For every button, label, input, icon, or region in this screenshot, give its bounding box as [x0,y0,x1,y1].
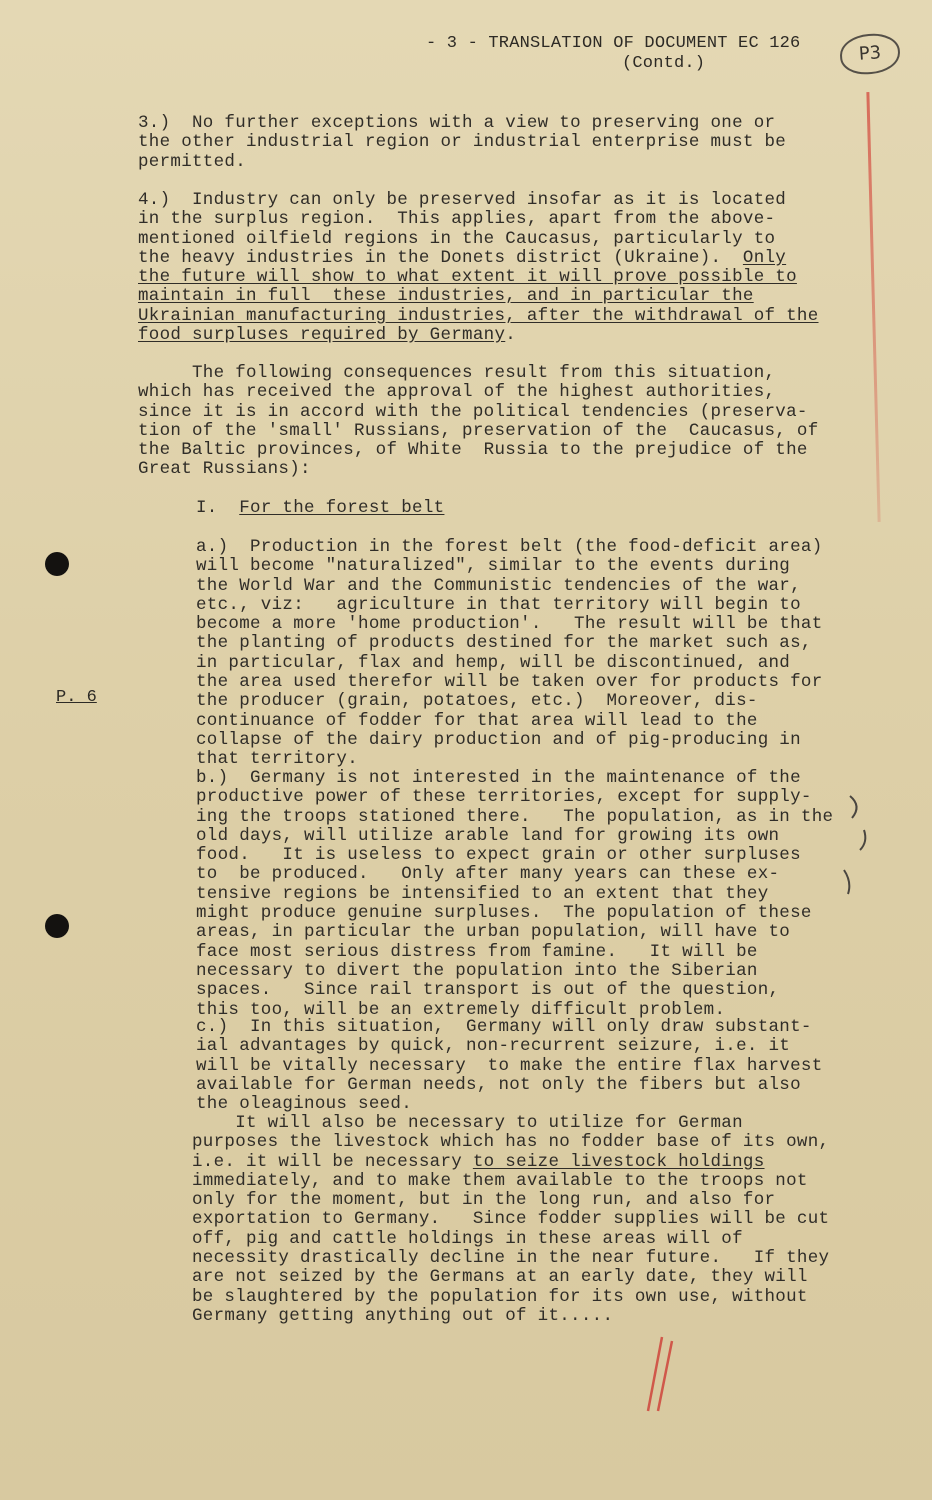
livestock-text: It will also be necessary to utilize for German purposes the livestock which has no fodder base of its own, i.e. it will be necessary [192,1113,830,1172]
item-c: c.) In this situation, Germany will only draw substant- ial advantages by quick, non-recurrent seizure, i.e. it will be vitally necessary to make the entire flax harvest available for German needs, not only the fibers but also the oleaginous seed. [196,1017,823,1115]
item-a: a.) Production in the forest belt (the food-deficit area) will become "naturalized", similar to the events during the World War and the Communistic tendencies of the war, etc., viz: agriculture in that territory will begin to become a more 'home production'. The result will be that the planting of products destined for the market such as, in particular, flax and hemp, will be discontinued, and the area used therefor will be taken over for products for the producer (grain, potatoes, etc.) Moreover, dis- continuance of fodder for that area will lead to the collapse of the dairy production and of pig-producing in that territory. [196,537,823,770]
punch-hole-bottom [45,914,69,938]
paragraph-4-underlined: the future will show to what extent it will prove possible to maintain in full these industries, and in particular the Ukrainian manufacturing industries, after the withdrawal of the food surpluses required by Germany [138,267,819,346]
section-heading [196,499,931,518]
paragraph-3: 3.) No further exceptions with a view to preserving one or the other industrial region or industrial enterprise must be permitted. [138,113,787,172]
section-title: For the forest belt [239,498,445,518]
paragraph-4-underlined-start: Only [742,247,787,268]
paragraph-4-end: . [505,325,517,346]
livestock-underlined: to seize livestock holdings [472,1151,765,1172]
pencil-margin-marks [840,790,880,900]
paragraph-4 [138,191,873,345]
paragraph-consequences: The following consequences result from this situation, which has received the approval of the highest authorities, since it is in accord with the political tendencies (preserva- tion of the 'small' Russians, preservation of the Caucasus, of the Baltic provinces, of White Russia to the prejudice of the Great Russians): [138,363,819,480]
document-header [426,34,856,74]
item-b: b.) Germany is not interested in the maintenance of the productive power of these territories, except for supply- ing the troops stationed there. The population, as in the old days, will utilize arable land for growing its own food. It is useless to expect grain or other surpluses to be produced. Only after many years can these ex- tensive regions be intensified to an extent that they might produce genuine surpluses. The population of these areas, in particular the urban population, will have to face most serious distress from famine. It will be necessary to divert the population into the Siberian spaces. Since rail transport is out of the question, this too, will be an extremely difficult problem. [196,768,834,1020]
section-number: I. [196,498,240,518]
page-stamp: P3 [839,32,902,76]
punch-hole-top [45,552,69,576]
header-continued: (Contd.) [622,54,706,73]
margin-page-reference: P. 6 [56,688,97,707]
header-title: - 3 - TRANSLATION OF DOCUMENT EC 126 [426,34,801,53]
red-slash-mark [640,1335,680,1415]
paragraph-4-text: 4.) Industry can only be preserved insofar as it is located in the surplus region. This applies, apart from the above- mentioned oilfield regions in the Caucasus, particularly to the heavy industries in the Donets district (Ukraine). [138,190,787,268]
item-livestock [192,1114,927,1326]
livestock-text-end: immediately, and to make them available to the troops not only for the moment, but in the long run, and also for exportation to Germany. Since fodder supplies will be cut off, pig and cattle holdings in these areas will of necessity drastically decline in the near future. If they are not seized by the Germans at an early date, they will be slaughtered by the population for its own use, without Germany getting anything out of it..... [192,1170,830,1326]
